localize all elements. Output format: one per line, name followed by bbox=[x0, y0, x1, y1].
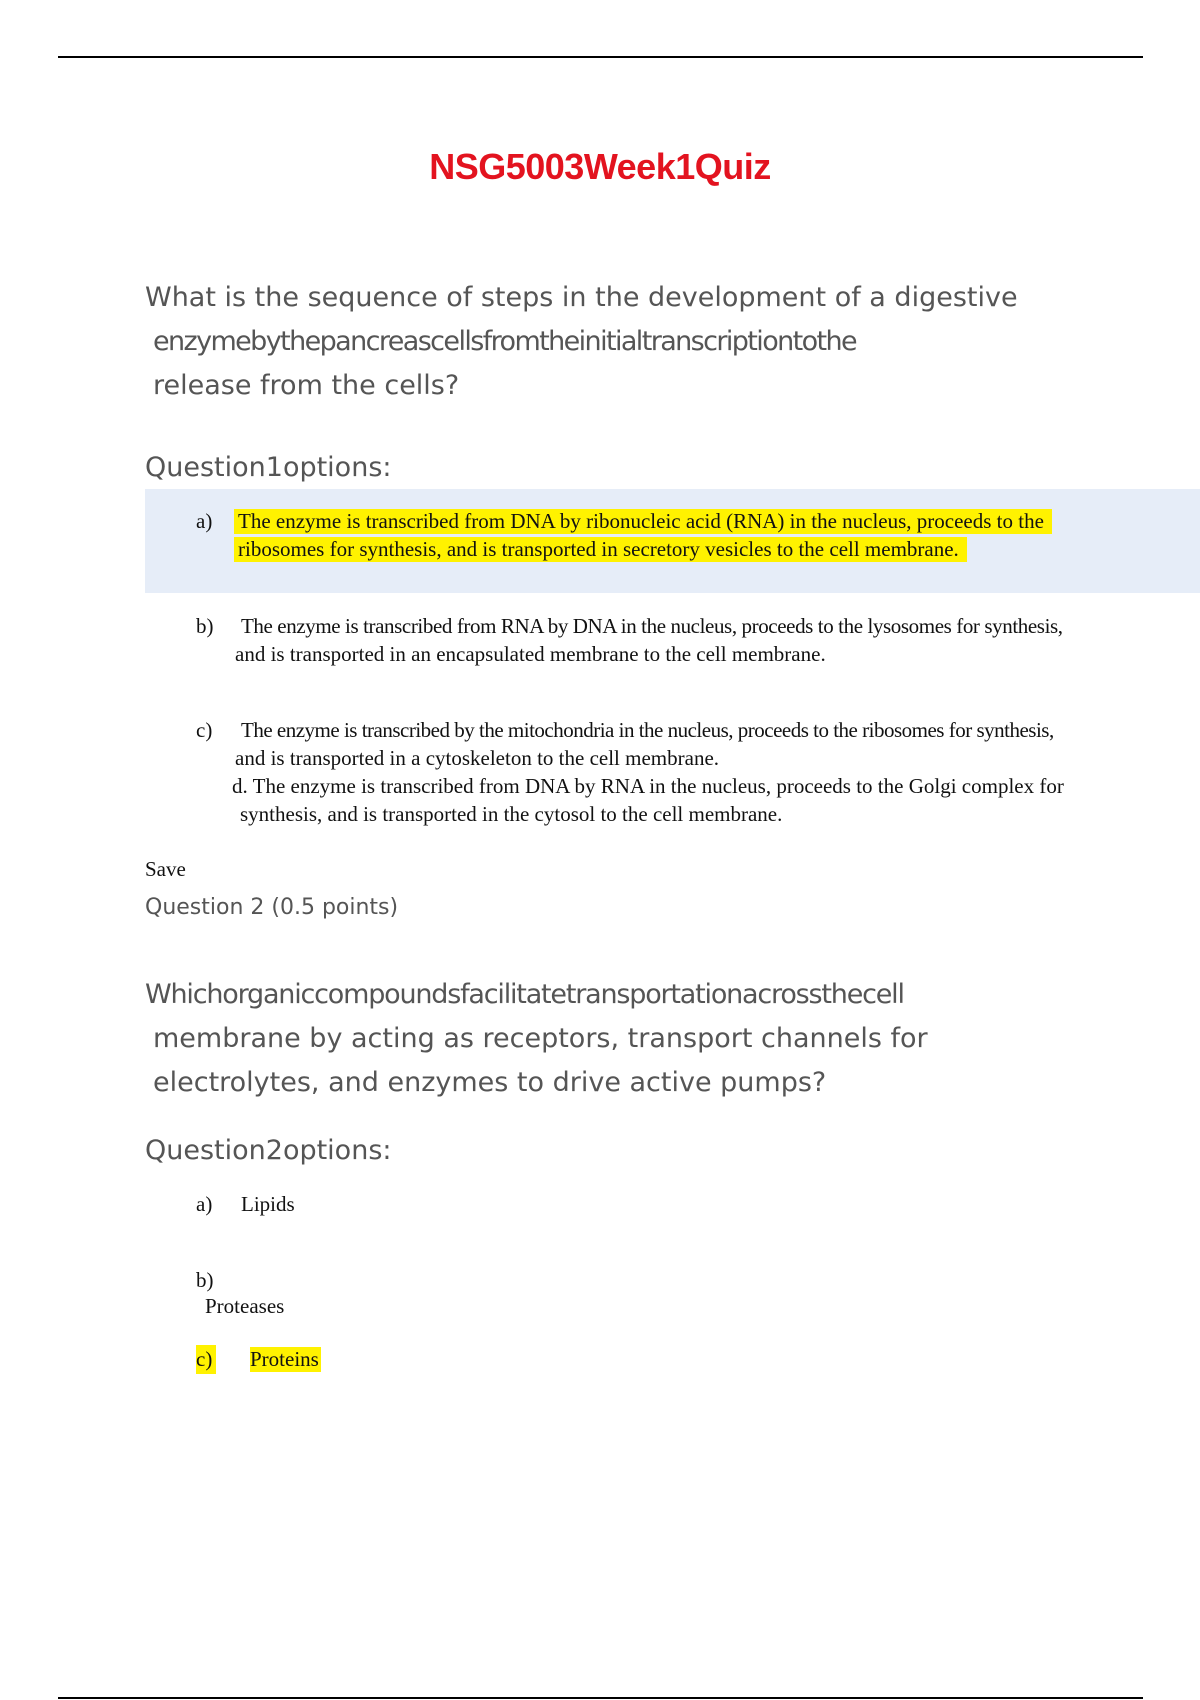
document-title: NSG5003Week1Quiz bbox=[429, 146, 771, 187]
option-text: Proteins bbox=[250, 1347, 319, 1371]
option-letter: b) bbox=[196, 614, 214, 638]
option-letter: d. bbox=[232, 774, 248, 798]
question-2-line: membrane by acting as receptors, transport channels for bbox=[153, 1023, 928, 1054]
question-1-text bbox=[145, 276, 1045, 408]
question-2-line: Whichorganiccompoundsfacilitatetransportationacrossthecell bbox=[145, 979, 904, 1010]
question-2-line: electrolytes, and enzymes to drive active pumps? bbox=[153, 1067, 827, 1098]
question-2-text bbox=[145, 973, 1045, 1105]
option-text: Lipids bbox=[241, 1192, 295, 1216]
option-text: ribosomes for synthesis, and is transported in secretory vesicles to the cell membrane. bbox=[234, 537, 967, 562]
option-text: The enzyme is transcribed from DNA by ribonucleic acid (RNA) in the nucleus, proceeds to the bbox=[234, 509, 1052, 534]
option-text: synthesis, and is transported in the cytosol to the cell membrane. bbox=[240, 802, 783, 826]
option-letter: a) bbox=[196, 509, 213, 533]
save-button[interactable]: Save bbox=[145, 857, 186, 881]
option-text: The enzyme is transcribed from RNA by DNA in the nucleus, proceeds to the lysosomes for synthesis, bbox=[241, 614, 1063, 638]
top-rule bbox=[58, 56, 1143, 58]
option-text: and is transported in a cytoskeleton to the cell membrane. bbox=[235, 746, 720, 770]
option-letter: c) bbox=[196, 1345, 216, 1374]
option-letter: c) bbox=[196, 718, 213, 742]
question-2-header: Question 2 (0.5 points) bbox=[145, 895, 399, 920]
option-text: and is transported in an encapsulated membrane to the cell membrane. bbox=[235, 642, 826, 666]
question-1-line: What is the sequence of steps in the development of a digestive bbox=[145, 282, 1018, 313]
option-text: Proteases bbox=[205, 1294, 285, 1318]
option-letter: b) bbox=[196, 1268, 214, 1292]
question-1-options-label: Question1options: bbox=[145, 452, 392, 483]
option-text: The enzyme is transcribed from DNA by RNA in the nucleus, proceeds to the Golgi complex for bbox=[252, 774, 1064, 798]
bottom-rule bbox=[58, 1697, 1143, 1699]
question-1-option-d[interactable] bbox=[232, 772, 1200, 828]
question-1-line: release from the cells? bbox=[153, 370, 460, 401]
option-text: The enzyme is transcribed by the mitochondria in the nucleus, proceeds to the ribosomes for synthesis, bbox=[241, 718, 1054, 742]
option-letter: a) bbox=[196, 1192, 213, 1216]
question-1-line: enzymebythepancreascellsfromtheinitialtranscriptiontothe bbox=[153, 326, 857, 357]
question-2-options-label: Question2options: bbox=[145, 1135, 392, 1166]
